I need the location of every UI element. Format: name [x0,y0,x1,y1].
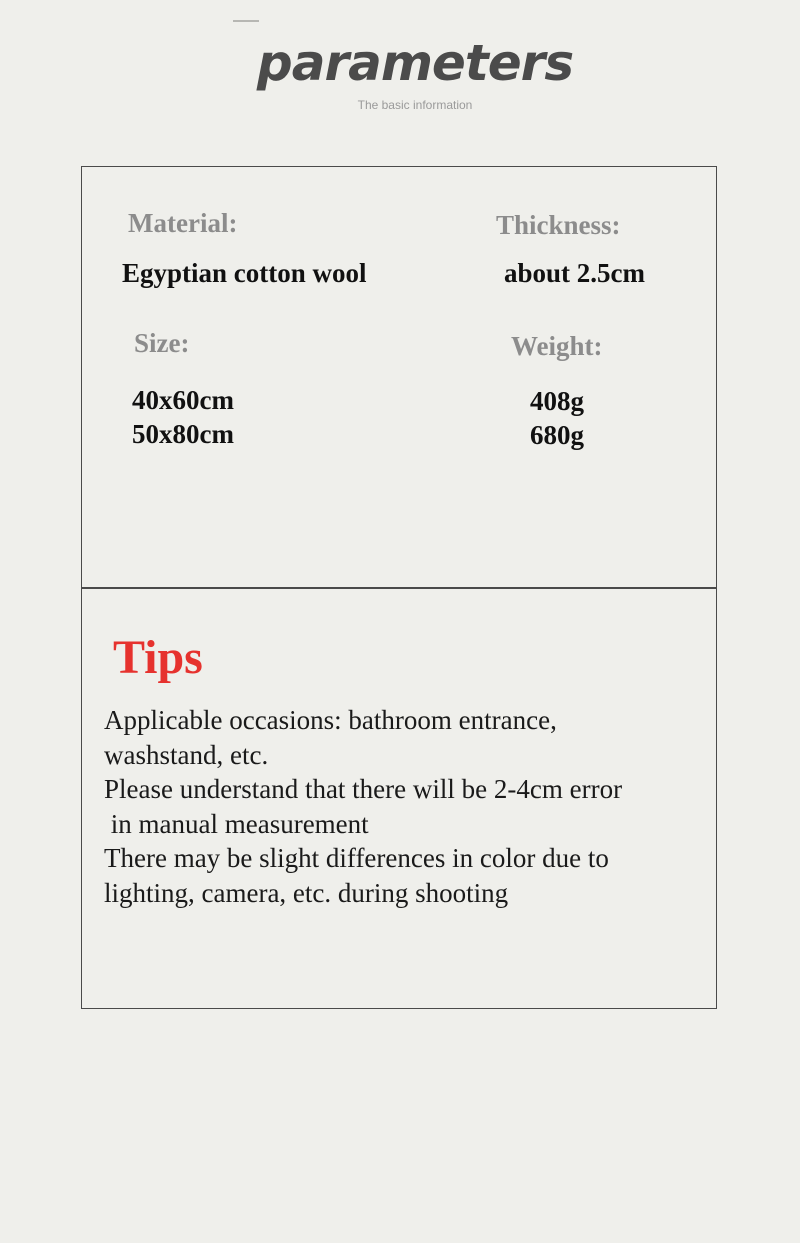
weight-value-1: 408g [530,386,584,416]
material-value: Egyptian cotton wool [122,258,367,288]
tips-line: lighting, camera, etc. during shooting [104,877,509,908]
tips-line: in manual measurement [104,808,369,839]
top-divider-dash [233,20,259,22]
parameters-panel [81,166,717,589]
page-title: parameters [256,34,574,92]
weight-value-2: 680g [530,420,584,450]
tips-line: washstand, etc. [104,739,269,770]
tips-list [104,703,714,910]
page-subtitle: The basic information [357,98,473,112]
thickness-value: about 2.5cm [504,258,645,288]
tips-line: There may be slight differences in color due to [104,843,609,873]
tips-title: Tips [113,631,203,684]
material-label: Material: [128,208,238,238]
thickness-label: Thickness: [496,210,621,240]
size-value-1: 40x60cm [132,385,234,415]
tips-panel [81,587,717,1009]
weight-label: Weight: [511,331,603,361]
tips-line: Please understand that there will be 2-4cm error [104,774,623,804]
tips-line: Applicable occasions: bathroom entrance, [104,705,557,735]
size-value-2: 50x80cm [132,419,234,449]
size-label: Size: [134,328,190,358]
